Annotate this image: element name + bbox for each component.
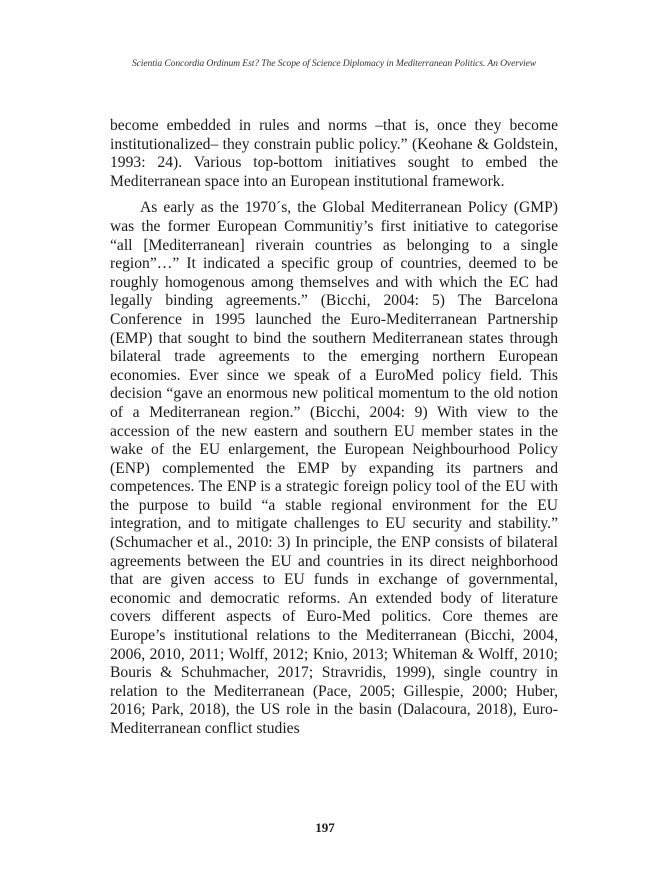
running-header: Scientia Concordia Ordinum Est? The Scope of Science Diplomacy in Mediterranean Politics. An Overview — [131, 58, 537, 69]
page-number: 197 — [315, 820, 335, 835]
paragraph-gmp-history: As early as the 1970´s, the Global Mediterranean Policy (GMP) was the former European Communitiy’s first initiative to categorise “all [Mediterranean] riverain countries as belonging to a single region”…” It indicated a specific group of countries, deemed to be roughly homogenous among themselves and with which the EC had legally binding agreements.” (Bicchi, 2004: 5) The Barcelona Conference in 1995 launched the Euro-Mediterranean Partnership (EMP) that sought to bind the southern Mediterranean states through bilateral trade agreements to the emerging northern European economies. Ever since we speak of a EuroMed policy field. This decision “gave an enormous new political momentum to the old notion of a Mediterranean region.” (Bicchi, 2004: 9) With view to the accession of the new eastern and southern EU member states in the wake of the EU enlargement, the European Neighbourhood Policy (ENP) complemented the EMP by expanding its partners and competences. The ENP is a strategic foreign policy tool of the EU with the purpose to build “a stable regional environment for the EU integration, and to mitigate challenges to EU security and stability.” (Schumacher et al., 2010: 3) In principle, the ENP consists of bilateral agreements between the EU and countries in its direct neighborhood that are given access to EU funds in exchange of governmental, economic and democratic reforms. An extended body of literature covers different aspects of Euro-Med politics. Core themes are Europe’s institutional relations to the Mediterranean (Bicchi, 2004, 2006, 2010, 2011; Wolff, 2012; Knio, 2013; Whiteman & Wolff, 2010; Bouris & Schuhmacher, 2017; Stravridis, 1999), single country in relation to the Mediterranean (Pace, 2005; Gillespie, 2000; Huber, 2016; Park, 2018), the US role in the basin (Dalacoura, 2018), Euro-Mediterranean conflict studies — [110, 199, 558, 737]
paragraph-continuation: become embedded in rules and norms –that is, once they become institutionalized– they constrain public policy.” (Keohane & Goldstein, 1993: 24). Various top-bottom initiatives sought to embed the Mediterranean space into an European institutional framework. — [110, 117, 558, 190]
body-text — [110, 117, 558, 739]
